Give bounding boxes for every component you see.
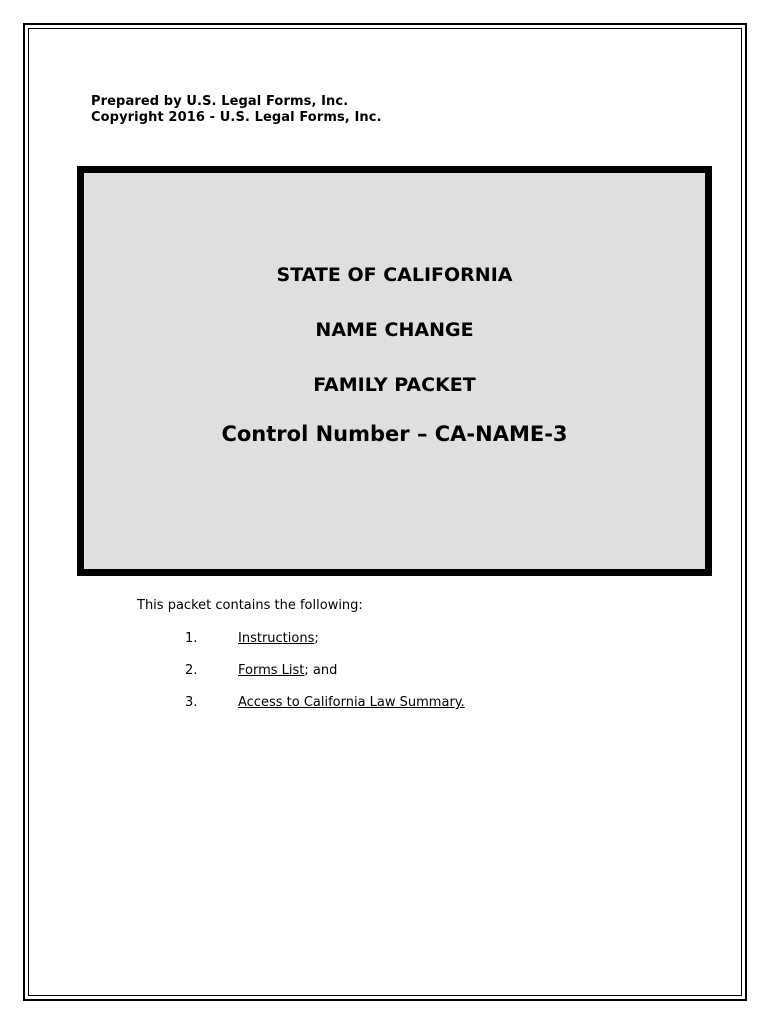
- contents-intro: This packet contains the following:: [137, 598, 363, 613]
- control-number: Control Number – CA-NAME-3: [221, 422, 568, 446]
- item-suffix: ; and: [304, 663, 338, 678]
- item-number: 3.: [185, 695, 198, 710]
- item-suffix: ;: [314, 631, 319, 646]
- title-box: [77, 166, 712, 576]
- forms-list-link[interactable]: Forms List: [238, 663, 305, 678]
- law-summary-link[interactable]: Access to California Law Summary.: [238, 695, 465, 710]
- instructions-link[interactable]: Instructions: [238, 631, 315, 646]
- state-title: STATE OF CALIFORNIA: [276, 264, 513, 286]
- item-number: 1.: [185, 631, 198, 646]
- contents-list-item: [185, 663, 337, 678]
- prepared-by-line: Prepared by U.S. Legal Forms, Inc.: [91, 94, 349, 109]
- subject-title: NAME CHANGE: [315, 319, 474, 341]
- contents-list-item: [185, 631, 319, 646]
- packet-title: FAMILY PACKET: [313, 374, 476, 396]
- contents-list-item: [185, 695, 465, 710]
- item-number: 2.: [185, 663, 198, 678]
- preparer-notice: [91, 94, 382, 126]
- copyright-line: Copyright 2016 - U.S. Legal Forms, Inc.: [91, 110, 382, 125]
